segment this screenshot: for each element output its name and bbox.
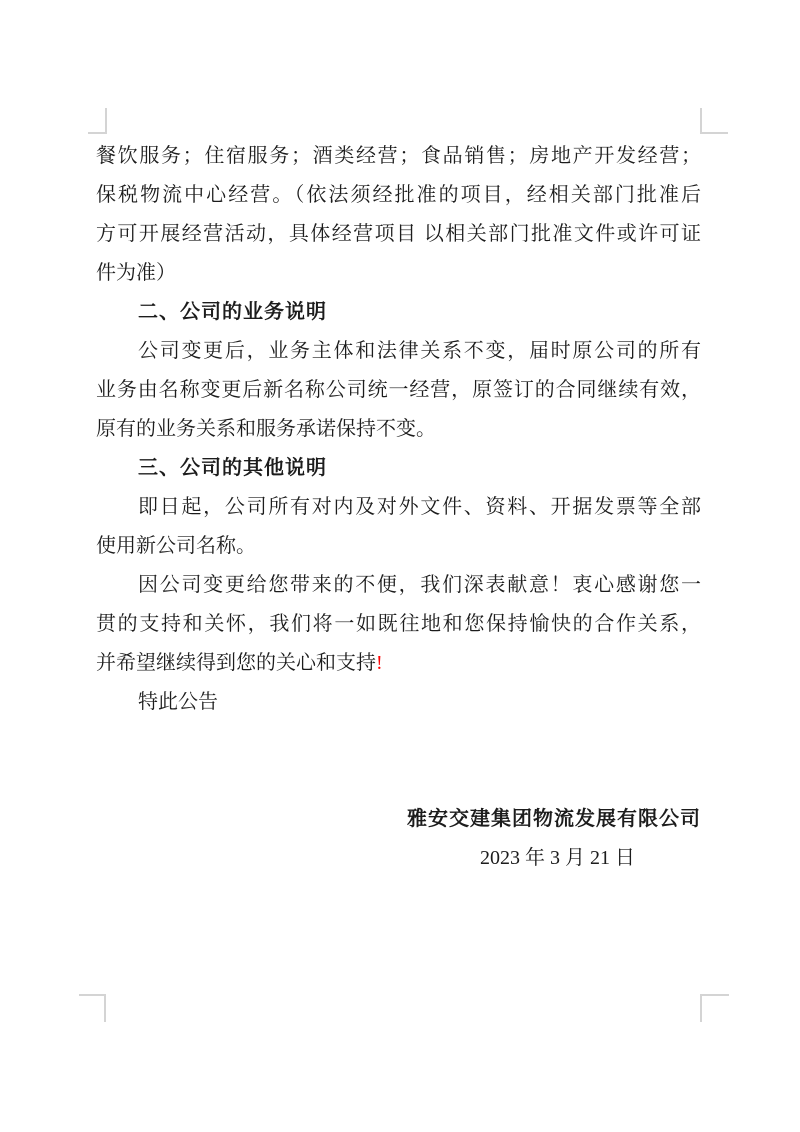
body-line: 公司变更后，业务主体和法律关系不变，届时原公司的所有	[138, 340, 701, 362]
body-line: 原有的业务关系和服务承诺保持不变。	[96, 418, 436, 440]
body-line: 件为准）	[96, 262, 176, 284]
body-line: 因公司变更给您带来的不便，我们深表献意！衷心感谢您一	[138, 574, 701, 596]
closing-text: 并希望继续得到您的关心和支持	[96, 652, 376, 674]
body-line: 业务由名称变更后新名称公司统一经营，原签订的合同继续有效，	[96, 379, 701, 401]
crop-mark-bottom-left	[79, 994, 106, 1022]
body-line: 方可开展经营活动，具体经营项目 以相关部门批准文件或许可证	[96, 223, 701, 245]
crop-mark-top-right	[700, 108, 728, 134]
crop-mark-top-left	[88, 108, 107, 134]
body-line	[96, 644, 701, 683]
section-heading-2: 二、公司的业务说明	[138, 301, 327, 323]
body-line: 使用新公司名称。	[96, 535, 256, 557]
body-line: 保税物流中心经营。（依法须经批准的项目，经相关部门批准后	[96, 184, 701, 206]
section-heading-3: 三、公司的其他说明	[138, 457, 327, 479]
red-exclamation-mark: !	[376, 652, 383, 674]
date-line: 2023 年 3 月 21 日	[480, 847, 635, 869]
document-body	[96, 137, 701, 878]
body-line: 即日起，公司所有对内及对外文件、资料、开据发票等全部	[138, 496, 701, 518]
announce-line: 特此公告	[138, 691, 218, 713]
body-line: 餐饮服务；住宿服务；酒类经营；食品销售；房地产开发经营；	[96, 145, 701, 167]
blank-lines	[96, 722, 701, 800]
body-line: 贯的支持和关怀，我们将一如既往地和您保持愉快的合作关系，	[96, 613, 701, 635]
company-signature: 雅安交建集团物流发展有限公司	[407, 808, 701, 830]
crop-mark-bottom-right	[700, 994, 729, 1022]
